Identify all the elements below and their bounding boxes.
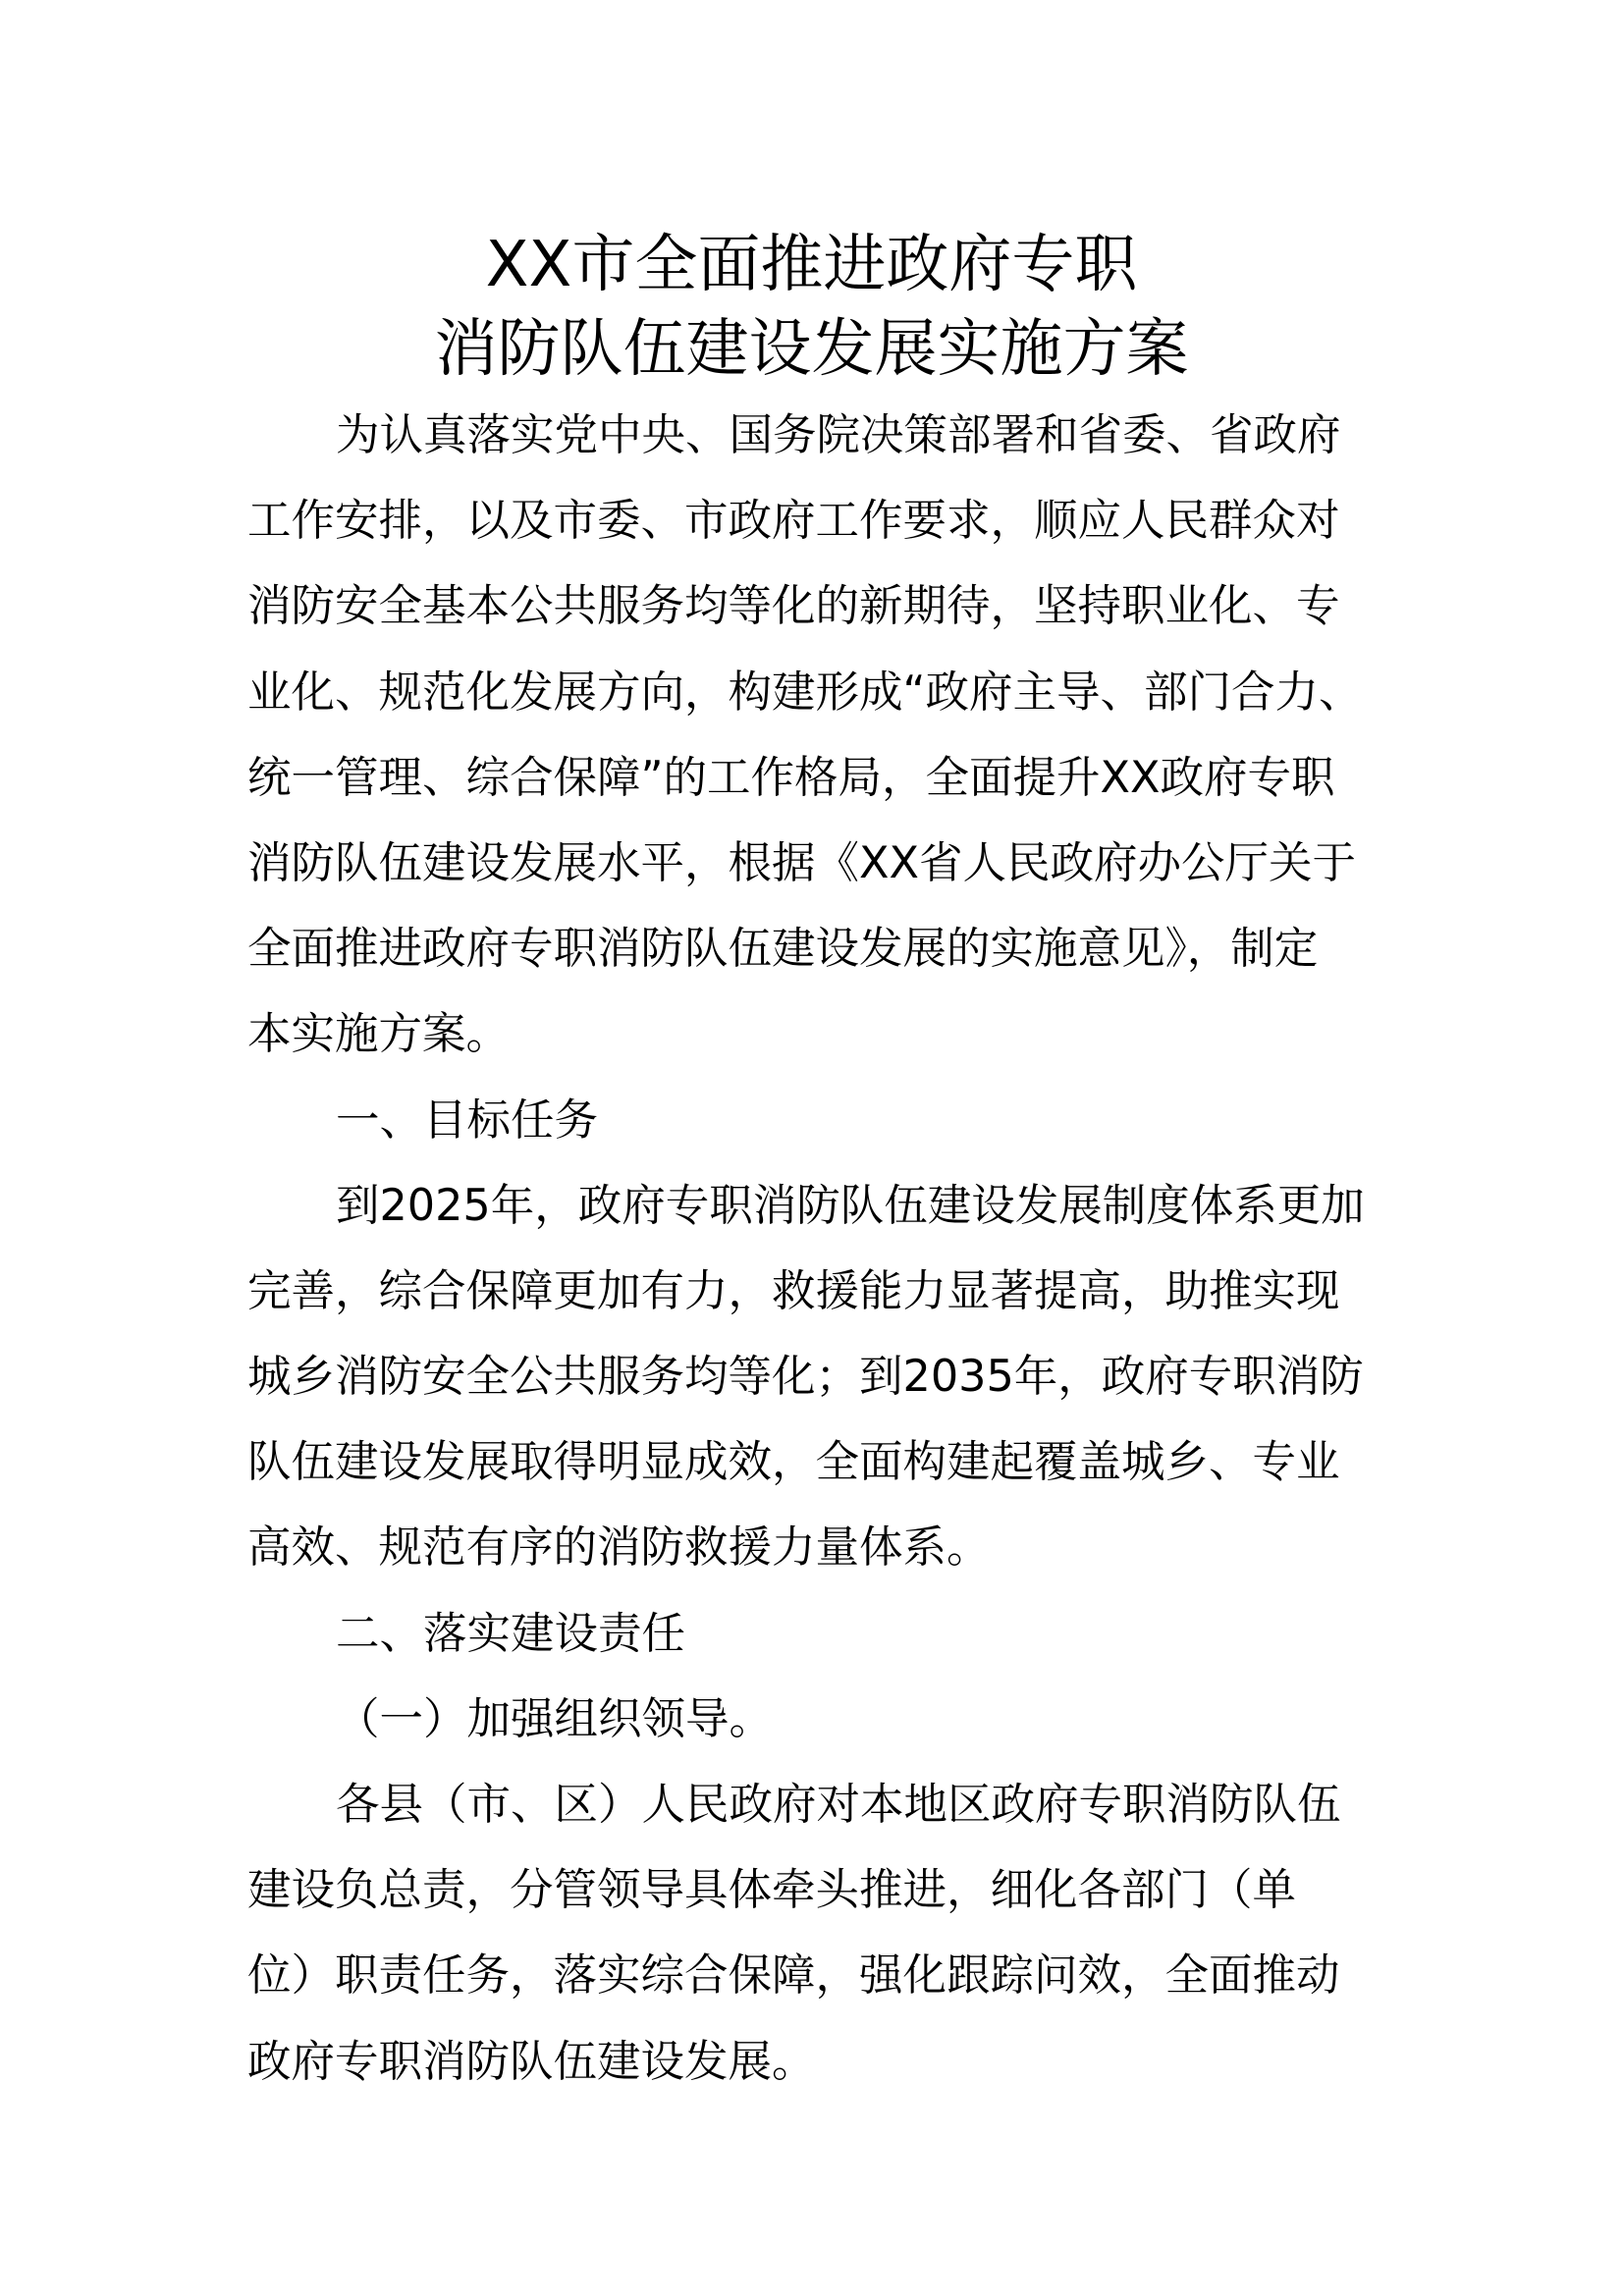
body-text-line: 一、目标任务 — [336, 1095, 599, 1146]
body-text-line: 统一管理、综合保障”的工作格局，全面提升XX政府专职 — [247, 752, 1335, 803]
body-text-line: 位）职责任务，落实综合保障，强化跟踪问效，全面推动 — [247, 1950, 1340, 2002]
body-text-line: 业化、规范化发展方向，构建形成“政府主导、部门合力、 — [247, 667, 1363, 718]
document-title-line-2: 消防队伍建设发展实施方案 — [434, 313, 1189, 386]
body-text-line: 各县（市、区）人民政府对本地区政府专职消防队伍 — [336, 1780, 1341, 1830]
body-text-line: 城乡消防安全公共服务均等化；到2035年，政府专职消防 — [247, 1352, 1364, 1403]
document-title-line-1: XX市全面推进政府专职 — [485, 229, 1138, 301]
body-text-line: 政府专职消防队伍建设发展。 — [247, 2036, 816, 2087]
body-text-line: 队伍建设发展取得明显成效，全面构建起覆盖城乡、专业 — [247, 1437, 1340, 1488]
body-text-line: 消防队伍建设发展水平，根据《XX省人民政府办公厅关于 — [247, 837, 1356, 888]
body-text-line: 到2025年，政府专职消防队伍建设发展制度体系更加 — [336, 1180, 1365, 1231]
body-text-line: 本实施方案。 — [247, 1009, 511, 1060]
body-text-line: 高效、规范有序的消防救援力量体系。 — [247, 1522, 991, 1574]
body-text-line: 完善，综合保障更加有力，救援能力显著提高，助推实现 — [247, 1265, 1340, 1316]
body-text-line: 工作安排，以及市委、市政府工作要求，顺应人民群众对 — [247, 496, 1340, 547]
body-text-line: 为认真落实党中央、国务院决策部署和省委、省政府 — [336, 410, 1341, 460]
body-text-line: 建设负总责，分管领导具体牵头推进，细化各部门（单 — [247, 1865, 1297, 1916]
body-text-line: 二、落实建设责任 — [336, 1608, 686, 1659]
body-text-line: （一）加强组织领导。 — [336, 1693, 774, 1744]
document-body — [247, 393, 1406, 2105]
body-text-line: 消防安全基本公共服务均等化的新期待，坚持职业化、专 — [247, 581, 1340, 632]
body-text-line: 全面推进政府专职消防队伍建设发展的实施意见》，制定 — [247, 924, 1319, 975]
